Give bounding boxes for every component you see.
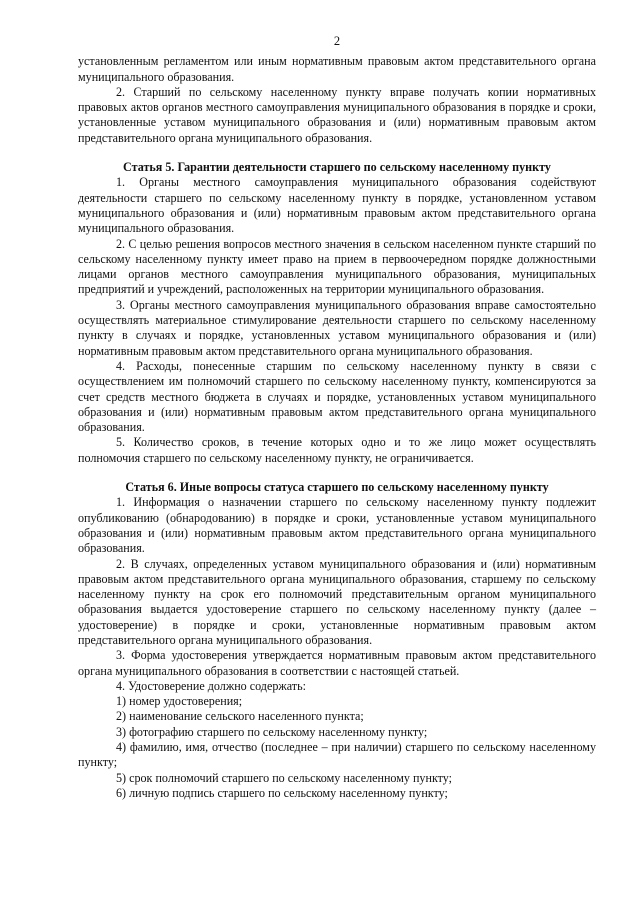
article-5-paragraph-1: 1. Органы местного самоуправления муниципального образования содействуют деятельности старшего по сельскому населенному пункту в порядке, установленном уставом муниципального образования и (или) нормативным правовым актом представительного органа муниципального образования. <box>78 175 596 236</box>
list-item: 3) фотографию старшего по сельскому населенному пункту; <box>116 724 428 739</box>
list-item: 4) фамилию, имя, отчество (последнее – при наличии) старшего по сельскому населенному пункту; <box>78 740 596 770</box>
intro-paragraph-continued: установленным регламентом или иным нормативным правовым актом представительного органа муниципального образования. <box>78 54 596 84</box>
list-item: 1) номер удостоверения; <box>116 694 243 709</box>
article-5-paragraph-2: 2. С целью решения вопросов местного значения в сельском населенном пункте старший по сельскому населенному пункту имеет право на прием в первоочередном порядке должностными лицами органов местного самоуправления муниципального образования, муниципальных предприятий и учреждений, расположенных на территории муниципального образования. <box>78 236 596 297</box>
list-item: 6) личную подпись старшего по сельскому населенному пункту; <box>116 785 448 800</box>
article-6-paragraph-4: 4. Удостоверение должно содержать: <box>116 678 306 693</box>
page-number: 2 <box>333 34 341 48</box>
article-5-title: Статья 5. Гарантии деятельности старшего по сельскому населенному пункту <box>123 160 551 175</box>
article-6-paragraph-2: 2. В случаях, определенных уставом муниципального образования и (или) нормативным правовым актом представительного органа муниципального образования, старшему по сельскому населенному пункту на срок его полномочий представительным органом муниципального образования выдается удостоверение старшего по сельскому населенному пункту (далее – удостоверение) в порядке и сроки, установленные нормативным правовым актом представительного органа муниципального образования. <box>78 556 596 647</box>
article-6-paragraph-1: 1. Информация о назначении старшего по сельскому населенному пункту подлежит опубликованию (обнародованию) в порядке и сроки, установленные уставом муниципального образования и (или) нормативным правовым актом представительного органа муниципального образования. <box>78 495 596 556</box>
list-item: 2) наименование сельского населенного пункта; <box>116 709 364 724</box>
article-5-paragraph-5: 5. Количество сроков, в течение которых одно и то же лицо может осуществлять полномочия старшего по сельскому населенному пункту, не ограничивается. <box>78 435 596 465</box>
intro-paragraph-2: 2. Старший по сельскому населенному пункту вправе получать копии нормативных правовых актов органов местного самоуправления муниципального образования в порядке и сроки, установленные уставом муниципального образования и (или) нормативным правовым актом представительного органа муниципального образования. <box>78 84 596 145</box>
article-5-paragraph-3: 3. Органы местного самоуправления муниципального образования вправе самостоятельно осуществлять материальное стимулирование деятельности старшего по сельскому населенному пункту в случаях и порядке, установленных уставом муниципального образования и (или) нормативным правовым актом представительного органа муниципального образования. <box>78 297 596 358</box>
article-5-paragraph-4: 4. Расходы, понесенные старшим по сельскому населенному пункту в связи с осуществлением им полномочий старшего по сельскому населенному пункту, компенсируются за счет средств местного бюджета в случаях и порядке, установленных уставом муниципального образования и (или) нормативным правовым актом представительного органа муниципального образования. <box>78 358 596 435</box>
article-6-paragraph-3: 3. Форма удостоверения утверждается нормативным правовым актом представительного органа муниципального образования в соответствии с настоящей статьей. <box>78 648 596 678</box>
article-6-title: Статья 6. Иные вопросы статуса старшего по сельскому населенному пункту <box>125 480 549 495</box>
document-page <box>78 34 596 801</box>
list-item: 5) срок полномочий старшего по сельскому населенному пункту; <box>116 770 453 785</box>
